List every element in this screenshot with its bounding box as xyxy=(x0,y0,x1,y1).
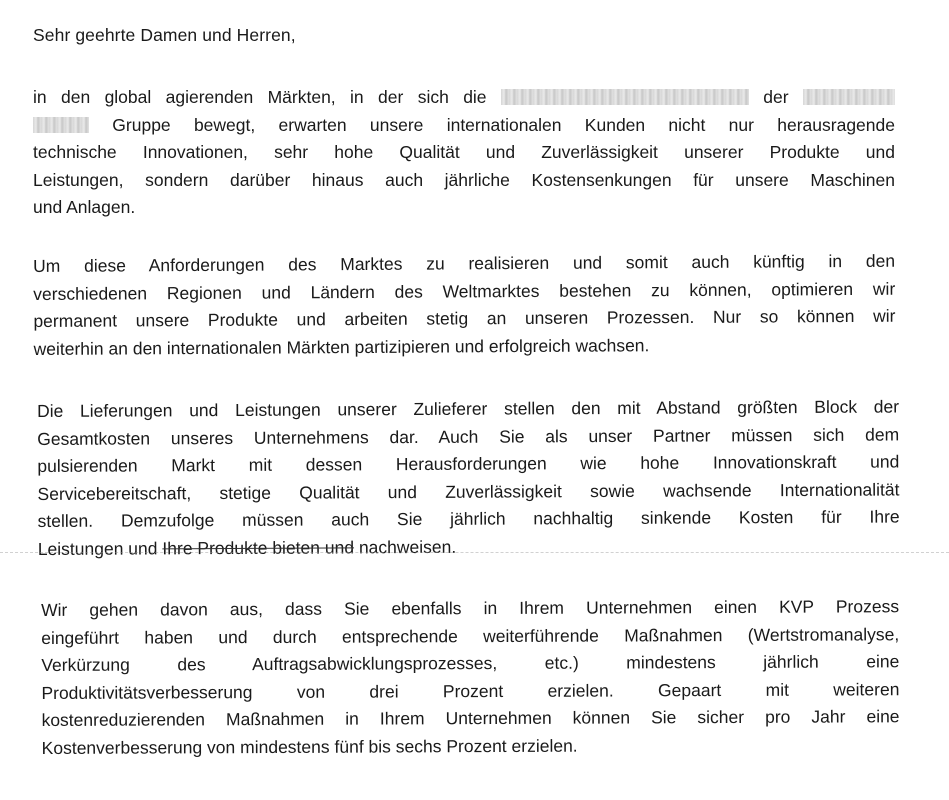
text-segment: der xyxy=(763,87,789,107)
paragraph-line: Gesamtkosten unseres Unternehmens dar. Auch Sie als unser Partner müssen sich dem xyxy=(37,423,900,449)
paragraph-line: eingeführt haben und durch entsprechende weiterführende Maßnahmen (Wertstromanalyse, xyxy=(41,623,900,648)
paragraph-line: Produktivitätsverbesserung von drei Prozent erzielen. Gepaart mit weiteren xyxy=(41,678,900,703)
text-segment: in den global agierenden Märkten, in der sich die xyxy=(33,87,487,107)
redacted-company-name xyxy=(501,89,749,105)
paragraph-line xyxy=(33,112,895,140)
paragraph-4 xyxy=(41,593,900,762)
paragraph-line: Verkürzung des Auftragsabwicklungsprozesses, etc.) mindestens jährlich eine xyxy=(41,651,900,675)
paragraph-line: Um diese Anforderungen des Marktes zu realisieren und somit auch künftig in den xyxy=(33,250,896,276)
text-segment: Leistungen und xyxy=(37,537,158,559)
redacted-company-name xyxy=(803,89,895,105)
scan-artifact-line xyxy=(0,552,949,553)
paragraph-line xyxy=(38,531,900,563)
paragraph-line: Die Lieferungen und Leistungen unserer Zulieferer stellen den mit Abstand größten Block der xyxy=(37,396,900,421)
paragraph-line: und Anlagen. xyxy=(33,197,136,217)
paragraph-line: weiterhin an den internationalen Märkten partizipieren und erfolgreich wachsen. xyxy=(33,334,650,359)
paragraph-2 xyxy=(33,248,896,363)
struck-text: Ihre Produkte bieten und xyxy=(162,536,355,558)
text-segment: Gruppe bewegt, erwarten unsere internationalen Kunden nicht nur herausragende xyxy=(112,114,895,135)
paragraph-line xyxy=(33,84,895,112)
salutation: Sehr geehrte Damen und Herren, xyxy=(33,25,296,45)
paragraph-line: Servicebereitschaft, stetige Qualität und Zuverlässigkeit sowie wachsende Internationalität xyxy=(37,478,900,504)
text-segment: nachweisen. xyxy=(358,536,457,557)
paragraph-line: technische Innovationen, sehr hohe Qualität und Zuverlässigkeit unserer Produkte und xyxy=(33,142,895,162)
redacted-company-name xyxy=(33,117,89,133)
paragraph-3 xyxy=(37,393,900,563)
paragraph-line: Leistungen, sondern darüber hinaus auch jährliche Kostensenkungen für unsere Maschinen xyxy=(33,169,895,190)
paragraph-line: kostenreduzierenden Maßnahmen in Ihrem Unternehmen können Sie sicher pro Jahr eine xyxy=(41,706,900,730)
paragraph-line: permanent unsere Produkte und arbeiten stetig an unseren Prozessen. Nur so können wir xyxy=(33,305,896,331)
paragraph-line: Wir gehen davon aus, dass Sie ebenfalls in Ihrem Unternehmen einen KVP Prozess xyxy=(41,596,900,620)
paragraph-line: verschiedenen Regionen und Ländern des Weltmarktes bestehen zu können, optimieren wir xyxy=(33,278,896,304)
paragraph-line: Kostenverbesserung von mindestens fünf bis sechs Prozent erzielen. xyxy=(41,735,578,758)
paragraph-1 xyxy=(33,84,895,222)
paragraph-line: pulsierenden Markt mit dessen Herausforderungen wie hohe Innovationskraft und xyxy=(37,451,900,476)
paragraph-line: stellen. Demzufolge müssen auch Sie jährlich nachhaltig sinkende Kosten für Ihre xyxy=(37,506,900,531)
